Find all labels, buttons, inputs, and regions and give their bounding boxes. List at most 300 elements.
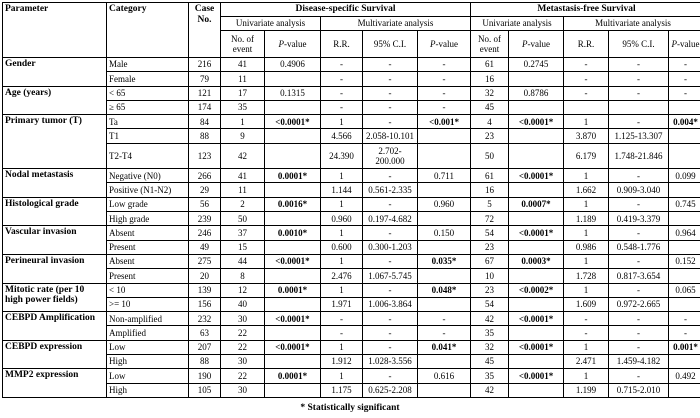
dss-no-of-event-cell: 30 xyxy=(221,312,265,326)
mfs-no-of-event-cell: 35 xyxy=(471,326,509,340)
dss-multivariate-p-cell: 0.616 xyxy=(418,369,471,383)
table-row xyxy=(3,58,700,72)
mfs-ci-cell: - xyxy=(609,254,669,268)
dss-univariate-p-cell xyxy=(265,212,321,226)
dss-no-of-event-cell: 11 xyxy=(221,183,265,197)
dss-multivariate-p-cell xyxy=(418,355,471,369)
dss-ci-cell: - xyxy=(363,86,418,100)
mfs-rr-cell xyxy=(564,100,609,114)
dss-ci-cell: - xyxy=(363,283,418,297)
mfs-univariate-p-cell xyxy=(509,240,564,254)
dss-multivariate-p-cell xyxy=(418,297,471,311)
dss-rr-cell: 1 xyxy=(321,283,363,297)
dss-univariate-p-cell xyxy=(265,297,321,311)
case-no-cell: 232 xyxy=(189,312,221,326)
category-cell: Present xyxy=(107,240,189,254)
mfs-multivariate-p-cell: 0.745 xyxy=(669,197,700,211)
mfs-rr-cell: 1 xyxy=(564,115,609,129)
p-label: P xyxy=(671,38,678,49)
dss-univariate-p-cell: <0.0001* xyxy=(265,340,321,354)
dss-no-of-event-cell: 44 xyxy=(221,254,265,268)
mfs-univariate-p-cell: 0.2745 xyxy=(509,58,564,72)
mfs-no-of-event-cell: 23 xyxy=(471,240,509,254)
dss-ci-cell: 2.702-200.000 xyxy=(363,143,418,168)
dss-ci-cell: - xyxy=(363,197,418,211)
dss-rr-cell: - xyxy=(321,100,363,114)
case-no-cell: 174 xyxy=(189,100,221,114)
mfs-multivariate-p-cell: - xyxy=(669,86,700,100)
dss-no-of-event-cell: 50 xyxy=(221,212,265,226)
case-no-cell: 216 xyxy=(189,58,221,72)
parameter-cell: Age (years) xyxy=(3,86,107,115)
dss-rr-cell: 4.566 xyxy=(321,129,363,143)
category-cell: Amplified xyxy=(107,326,189,340)
p-suffix: -value xyxy=(284,38,307,49)
table-row xyxy=(3,226,700,240)
mfs-no-of-event-cell: 54 xyxy=(471,297,509,311)
header-metastasis-free-survival: Metastasis-free Survival xyxy=(471,3,700,17)
mfs-no-of-event-cell: 4 xyxy=(471,115,509,129)
table-row xyxy=(3,355,700,369)
dss-ci-cell: 1.067-5.745 xyxy=(363,269,418,283)
dss-rr-cell: 24.390 xyxy=(321,143,363,168)
dss-multivariate-p-cell: - xyxy=(418,326,471,340)
mfs-multivariate-p-cell xyxy=(669,212,700,226)
table-row xyxy=(3,212,700,226)
mfs-no-of-event-cell: 32 xyxy=(471,340,509,354)
mfs-univariate-p-cell: 0.0007* xyxy=(509,197,564,211)
mfs-no-of-event-cell: 67 xyxy=(471,254,509,268)
category-cell: Negative (N0) xyxy=(107,169,189,183)
case-no-cell: 266 xyxy=(189,169,221,183)
table-row xyxy=(3,183,700,197)
dss-ci-cell: - xyxy=(363,254,418,268)
header-mfs-univariate: Univariate analysis xyxy=(471,17,564,31)
dss-univariate-p-cell: 0.0001* xyxy=(265,169,321,183)
dss-rr-cell: 1.912 xyxy=(321,355,363,369)
table-row xyxy=(3,326,700,340)
survival-analysis-table xyxy=(2,2,700,398)
mfs-univariate-p-cell: <0.0001* xyxy=(509,369,564,383)
dss-multivariate-p-cell: 0.035* xyxy=(418,254,471,268)
mfs-no-of-event-cell: 72 xyxy=(471,212,509,226)
dss-multivariate-p-cell: - xyxy=(418,100,471,114)
mfs-multivariate-p-cell: 0.099 xyxy=(669,169,700,183)
category-cell: Positive (N1-N2) xyxy=(107,183,189,197)
dss-rr-cell: - xyxy=(321,312,363,326)
mfs-rr-cell: - xyxy=(564,72,609,86)
dss-ci-cell: - xyxy=(363,340,418,354)
category-cell: < 65 xyxy=(107,86,189,100)
p-suffix: -value xyxy=(527,38,551,49)
dss-multivariate-p-cell: 0.041* xyxy=(418,340,471,354)
dss-ci-cell: 0.625-2.208 xyxy=(363,383,418,397)
case-no-cell: 123 xyxy=(189,143,221,168)
mfs-rr-cell: 1 xyxy=(564,340,609,354)
category-cell: Present xyxy=(107,269,189,283)
dss-rr-cell: 1.971 xyxy=(321,297,363,311)
header-mfs-multivariate: Multivariate analysis xyxy=(564,17,700,31)
mfs-multivariate-p-cell: - xyxy=(669,326,700,340)
case-no-cell: 246 xyxy=(189,226,221,240)
mfs-rr-cell: 1 xyxy=(564,283,609,297)
category-cell: T2-T4 xyxy=(107,143,189,168)
table-row xyxy=(3,129,700,143)
mfs-multivariate-p-cell xyxy=(669,240,700,254)
dss-univariate-p-cell xyxy=(265,183,321,197)
mfs-ci-cell: - xyxy=(609,226,669,240)
dss-multivariate-p-cell: - xyxy=(418,72,471,86)
table-header xyxy=(3,3,700,58)
header-mfs-ci: 95% C.I. xyxy=(609,31,669,58)
category-cell: < 10 xyxy=(107,283,189,297)
table-row xyxy=(3,115,700,129)
mfs-no-of-event-cell: 16 xyxy=(471,183,509,197)
case-no-cell: 79 xyxy=(189,72,221,86)
mfs-multivariate-p-cell: 0.065 xyxy=(669,283,700,297)
dss-rr-cell: - xyxy=(321,86,363,100)
category-cell: >= 10 xyxy=(107,297,189,311)
dss-ci-cell: - xyxy=(363,115,418,129)
dss-ci-cell: 0.300-1.203 xyxy=(363,240,418,254)
dss-univariate-p-cell: 0.0010* xyxy=(265,226,321,240)
dss-no-of-event-cell: 22 xyxy=(221,369,265,383)
dss-no-of-event-cell: 41 xyxy=(221,169,265,183)
case-no-cell: 63 xyxy=(189,326,221,340)
parameter-cell: Primary tumor (T) xyxy=(3,115,107,169)
dss-ci-cell: - xyxy=(363,369,418,383)
mfs-multivariate-p-cell xyxy=(669,297,700,311)
mfs-ci-cell: - xyxy=(609,340,669,354)
dss-multivariate-p-cell: 0.150 xyxy=(418,226,471,240)
dss-univariate-p-cell xyxy=(265,129,321,143)
dss-ci-cell: 0.197-4.682 xyxy=(363,212,418,226)
category-cell: Ta xyxy=(107,115,189,129)
mfs-rr-cell: - xyxy=(564,58,609,72)
category-cell: Male xyxy=(107,58,189,72)
table-row xyxy=(3,369,700,383)
mfs-multivariate-p-cell: 0.004* xyxy=(669,115,700,129)
dss-multivariate-p-cell: 0.960 xyxy=(418,197,471,211)
mfs-univariate-p-cell xyxy=(509,100,564,114)
mfs-ci-cell: 1.459-4.182 xyxy=(609,355,669,369)
dss-multivariate-p-cell xyxy=(418,240,471,254)
mfs-no-of-event-cell: 32 xyxy=(471,86,509,100)
p-suffix: -value xyxy=(435,38,458,49)
table-row xyxy=(3,269,700,283)
mfs-univariate-p-cell: <0.0001* xyxy=(509,340,564,354)
statistical-significance-footnote: * Statistically significant xyxy=(300,402,400,413)
mfs-univariate-p-cell: <0.0001* xyxy=(509,226,564,240)
dss-rr-cell: 1 xyxy=(321,369,363,383)
dss-ci-cell: 0.561-2.335 xyxy=(363,183,418,197)
dss-multivariate-p-cell xyxy=(418,383,471,397)
dss-univariate-p-cell xyxy=(265,326,321,340)
case-no-cell: 84 xyxy=(189,115,221,129)
dss-multivariate-p-cell xyxy=(418,269,471,283)
dss-no-of-event-cell: 2 xyxy=(221,197,265,211)
dss-rr-cell: 0.960 xyxy=(321,212,363,226)
mfs-multivariate-p-cell xyxy=(669,129,700,143)
dss-univariate-p-cell: <0.0001* xyxy=(265,254,321,268)
mfs-rr-cell: 1.662 xyxy=(564,183,609,197)
mfs-no-of-event-cell: 23 xyxy=(471,129,509,143)
mfs-univariate-p-cell: 0.0003* xyxy=(509,254,564,268)
dss-rr-cell: 1 xyxy=(321,115,363,129)
dss-no-of-event-cell: 17 xyxy=(221,86,265,100)
mfs-univariate-p-cell xyxy=(509,269,564,283)
dss-no-of-event-cell: 40 xyxy=(221,297,265,311)
dss-no-of-event-cell: 41 xyxy=(221,58,265,72)
table-row xyxy=(3,169,700,183)
mfs-rr-cell: 6.179 xyxy=(564,143,609,168)
mfs-univariate-p-cell xyxy=(509,183,564,197)
dss-ci-cell: - xyxy=(363,169,418,183)
mfs-rr-cell: 1.609 xyxy=(564,297,609,311)
mfs-ci-cell: - xyxy=(609,169,669,183)
dss-rr-cell: 1 xyxy=(321,340,363,354)
mfs-rr-cell: 1 xyxy=(564,197,609,211)
p-label: P xyxy=(278,38,284,49)
mfs-multivariate-p-cell xyxy=(669,269,700,283)
header-mfs-rr: R.R. xyxy=(564,31,609,58)
dss-multivariate-p-cell xyxy=(418,129,471,143)
dss-univariate-p-cell: 0.1315 xyxy=(265,86,321,100)
mfs-rr-cell: - xyxy=(564,312,609,326)
dss-rr-cell: 1 xyxy=(321,197,363,211)
dss-univariate-p-cell: 0.0001* xyxy=(265,283,321,297)
mfs-univariate-p-cell xyxy=(509,383,564,397)
mfs-ci-cell: 0.548-1.776 xyxy=(609,240,669,254)
table-row xyxy=(3,143,700,168)
case-no-cell: 105 xyxy=(189,383,221,397)
mfs-no-of-event-cell: 5 xyxy=(471,197,509,211)
header-case-no: Case No. xyxy=(189,3,221,58)
case-no-cell: 56 xyxy=(189,197,221,211)
p-label: P xyxy=(430,38,436,49)
mfs-multivariate-p-cell: 0.492 xyxy=(669,369,700,383)
mfs-ci-cell: - xyxy=(609,72,669,86)
mfs-rr-cell: - xyxy=(564,326,609,340)
category-cell: T1 xyxy=(107,129,189,143)
dss-no-of-event-cell: 30 xyxy=(221,355,265,369)
mfs-univariate-p-cell: <0.0001* xyxy=(509,115,564,129)
dss-no-of-event-cell: 42 xyxy=(221,143,265,168)
dss-no-of-event-cell: 35 xyxy=(221,100,265,114)
mfs-multivariate-p-cell: - xyxy=(669,72,700,86)
dss-ci-cell: 2.058-10.101 xyxy=(363,129,418,143)
mfs-rr-cell: 1 xyxy=(564,369,609,383)
case-no-cell: 190 xyxy=(189,369,221,383)
category-cell: Low xyxy=(107,340,189,354)
mfs-rr-cell: 1.189 xyxy=(564,212,609,226)
table-row xyxy=(3,297,700,311)
table-row xyxy=(3,383,700,397)
mfs-rr-cell: 1.728 xyxy=(564,269,609,283)
mfs-univariate-p-cell: <0.0001* xyxy=(509,312,564,326)
case-no-cell: 207 xyxy=(189,340,221,354)
table-row xyxy=(3,283,700,297)
case-no-cell: 139 xyxy=(189,283,221,297)
dss-multivariate-p-cell xyxy=(418,183,471,197)
mfs-univariate-p-cell: <0.0002* xyxy=(509,283,564,297)
mfs-ci-cell: 0.419-3.379 xyxy=(609,212,669,226)
mfs-multivariate-p-cell xyxy=(669,355,700,369)
mfs-multivariate-p-cell xyxy=(669,383,700,397)
mfs-ci-cell: - xyxy=(609,326,669,340)
mfs-multivariate-p-cell xyxy=(669,143,700,168)
case-no-cell: 88 xyxy=(189,129,221,143)
mfs-rr-cell: 2.471 xyxy=(564,355,609,369)
case-no-cell: 49 xyxy=(189,240,221,254)
header-mfs-multivariate-p xyxy=(669,31,700,58)
mfs-no-of-event-cell: 10 xyxy=(471,269,509,283)
dss-rr-cell: 1.175 xyxy=(321,383,363,397)
dss-univariate-p-cell xyxy=(265,143,321,168)
mfs-no-of-event-cell: 45 xyxy=(471,355,509,369)
table-row xyxy=(3,100,700,114)
category-cell: Non-amplified xyxy=(107,312,189,326)
header-dss-univariate: Univariate analysis xyxy=(221,17,321,31)
mfs-multivariate-p-cell xyxy=(669,100,700,114)
dss-rr-cell: 1 xyxy=(321,254,363,268)
dss-no-of-event-cell: 12 xyxy=(221,283,265,297)
mfs-ci-cell: - xyxy=(609,312,669,326)
parameter-cell: Nodal metastasis xyxy=(3,169,107,198)
dss-rr-cell: - xyxy=(321,58,363,72)
mfs-ci-cell: - xyxy=(609,115,669,129)
mfs-rr-cell: 3.870 xyxy=(564,129,609,143)
mfs-ci-cell: - xyxy=(609,369,669,383)
dss-ci-cell: - xyxy=(363,226,418,240)
dss-multivariate-p-cell: <0.001* xyxy=(418,115,471,129)
table-row xyxy=(3,86,700,100)
mfs-ci-cell: - xyxy=(609,58,669,72)
dss-no-of-event-cell: 22 xyxy=(221,326,265,340)
parameter-cell: Gender xyxy=(3,58,107,87)
mfs-ci-cell: - xyxy=(609,197,669,211)
dss-rr-cell: - xyxy=(321,326,363,340)
mfs-ci-cell: - xyxy=(609,86,669,100)
mfs-ci-cell: 0.972-2.665 xyxy=(609,297,669,311)
category-cell: Female xyxy=(107,72,189,86)
table-row xyxy=(3,340,700,354)
header-disease-specific-survival: Disease-specific Survival xyxy=(221,3,471,17)
table-row xyxy=(3,240,700,254)
category-cell: Low xyxy=(107,369,189,383)
dss-univariate-p-cell: 0.4906 xyxy=(265,58,321,72)
mfs-multivariate-p-cell: 0.152 xyxy=(669,254,700,268)
dss-univariate-p-cell: 0.0016* xyxy=(265,197,321,211)
header-mfs-univariate-p xyxy=(509,31,564,58)
parameter-cell: Perineural invasion xyxy=(3,254,107,283)
dss-ci-cell: - xyxy=(363,312,418,326)
mfs-no-of-event-cell: 61 xyxy=(471,169,509,183)
dss-rr-cell: 0.600 xyxy=(321,240,363,254)
category-cell: Low grade xyxy=(107,197,189,211)
mfs-ci-cell: 0.817-3.654 xyxy=(609,269,669,283)
parameter-cell: MMP2 expression xyxy=(3,369,107,398)
mfs-rr-cell: 1.199 xyxy=(564,383,609,397)
dss-no-of-event-cell: 8 xyxy=(221,269,265,283)
mfs-univariate-p-cell xyxy=(509,143,564,168)
dss-multivariate-p-cell: - xyxy=(418,312,471,326)
p-suffix: -value xyxy=(677,38,700,49)
dss-univariate-p-cell: 0.0001* xyxy=(265,369,321,383)
table-row xyxy=(3,312,700,326)
mfs-ci-cell: 1.748-21.846 xyxy=(609,143,669,168)
dss-univariate-p-cell xyxy=(265,240,321,254)
dss-no-of-event-cell: 11 xyxy=(221,72,265,86)
dss-multivariate-p-cell: 0.048* xyxy=(418,283,471,297)
mfs-no-of-event-cell: 23 xyxy=(471,283,509,297)
mfs-univariate-p-cell: <0.0001* xyxy=(509,169,564,183)
dss-rr-cell: - xyxy=(321,72,363,86)
dss-rr-cell: 2.476 xyxy=(321,269,363,283)
dss-univariate-p-cell xyxy=(265,72,321,86)
mfs-univariate-p-cell xyxy=(509,72,564,86)
dss-ci-cell: - xyxy=(363,58,418,72)
mfs-multivariate-p-cell: 0.964 xyxy=(669,226,700,240)
category-cell: Absent xyxy=(107,254,189,268)
parameter-cell: Histological grade xyxy=(3,197,107,226)
dss-rr-cell: 1 xyxy=(321,226,363,240)
header-dss-no-of-event: No. of event xyxy=(221,31,265,58)
mfs-ci-cell: 0.909-3.040 xyxy=(609,183,669,197)
category-cell: High xyxy=(107,355,189,369)
dss-no-of-event-cell: 1 xyxy=(221,115,265,129)
dss-multivariate-p-cell xyxy=(418,143,471,168)
mfs-multivariate-p-cell xyxy=(669,183,700,197)
mfs-ci-cell xyxy=(609,100,669,114)
mfs-no-of-event-cell: 42 xyxy=(471,312,509,326)
table-row xyxy=(3,72,700,86)
dss-univariate-p-cell xyxy=(265,100,321,114)
dss-univariate-p-cell: <0.0001* xyxy=(265,115,321,129)
dss-univariate-p-cell xyxy=(265,269,321,283)
case-no-cell: 121 xyxy=(189,86,221,100)
dss-no-of-event-cell: 37 xyxy=(221,226,265,240)
dss-ci-cell: 1.028-3.556 xyxy=(363,355,418,369)
table-body xyxy=(3,58,700,398)
mfs-multivariate-p-cell: - xyxy=(669,58,700,72)
mfs-no-of-event-cell: 50 xyxy=(471,143,509,168)
mfs-univariate-p-cell xyxy=(509,297,564,311)
header-dss-rr: R.R. xyxy=(321,31,363,58)
mfs-univariate-p-cell xyxy=(509,355,564,369)
header-dss-multivariate-p xyxy=(418,31,471,58)
header-category: Category xyxy=(107,3,189,58)
dss-rr-cell: 1.144 xyxy=(321,183,363,197)
mfs-univariate-p-cell xyxy=(509,326,564,340)
parameter-cell: CEBPD Amplification xyxy=(3,312,107,341)
case-no-cell: 29 xyxy=(189,183,221,197)
mfs-no-of-event-cell: 16 xyxy=(471,72,509,86)
mfs-multivariate-p-cell: - xyxy=(669,312,700,326)
dss-multivariate-p-cell: - xyxy=(418,86,471,100)
mfs-ci-cell: - xyxy=(609,283,669,297)
dss-ci-cell: - xyxy=(363,72,418,86)
dss-no-of-event-cell: 30 xyxy=(221,383,265,397)
header-dss-ci: 95% C.I. xyxy=(363,31,418,58)
category-cell: Absent xyxy=(107,226,189,240)
parameter-cell: Vascular invasion xyxy=(3,226,107,255)
case-no-cell: 239 xyxy=(189,212,221,226)
dss-rr-cell: 1 xyxy=(321,169,363,183)
dss-multivariate-p-cell xyxy=(418,212,471,226)
dss-ci-cell: - xyxy=(363,326,418,340)
case-no-cell: 20 xyxy=(189,269,221,283)
